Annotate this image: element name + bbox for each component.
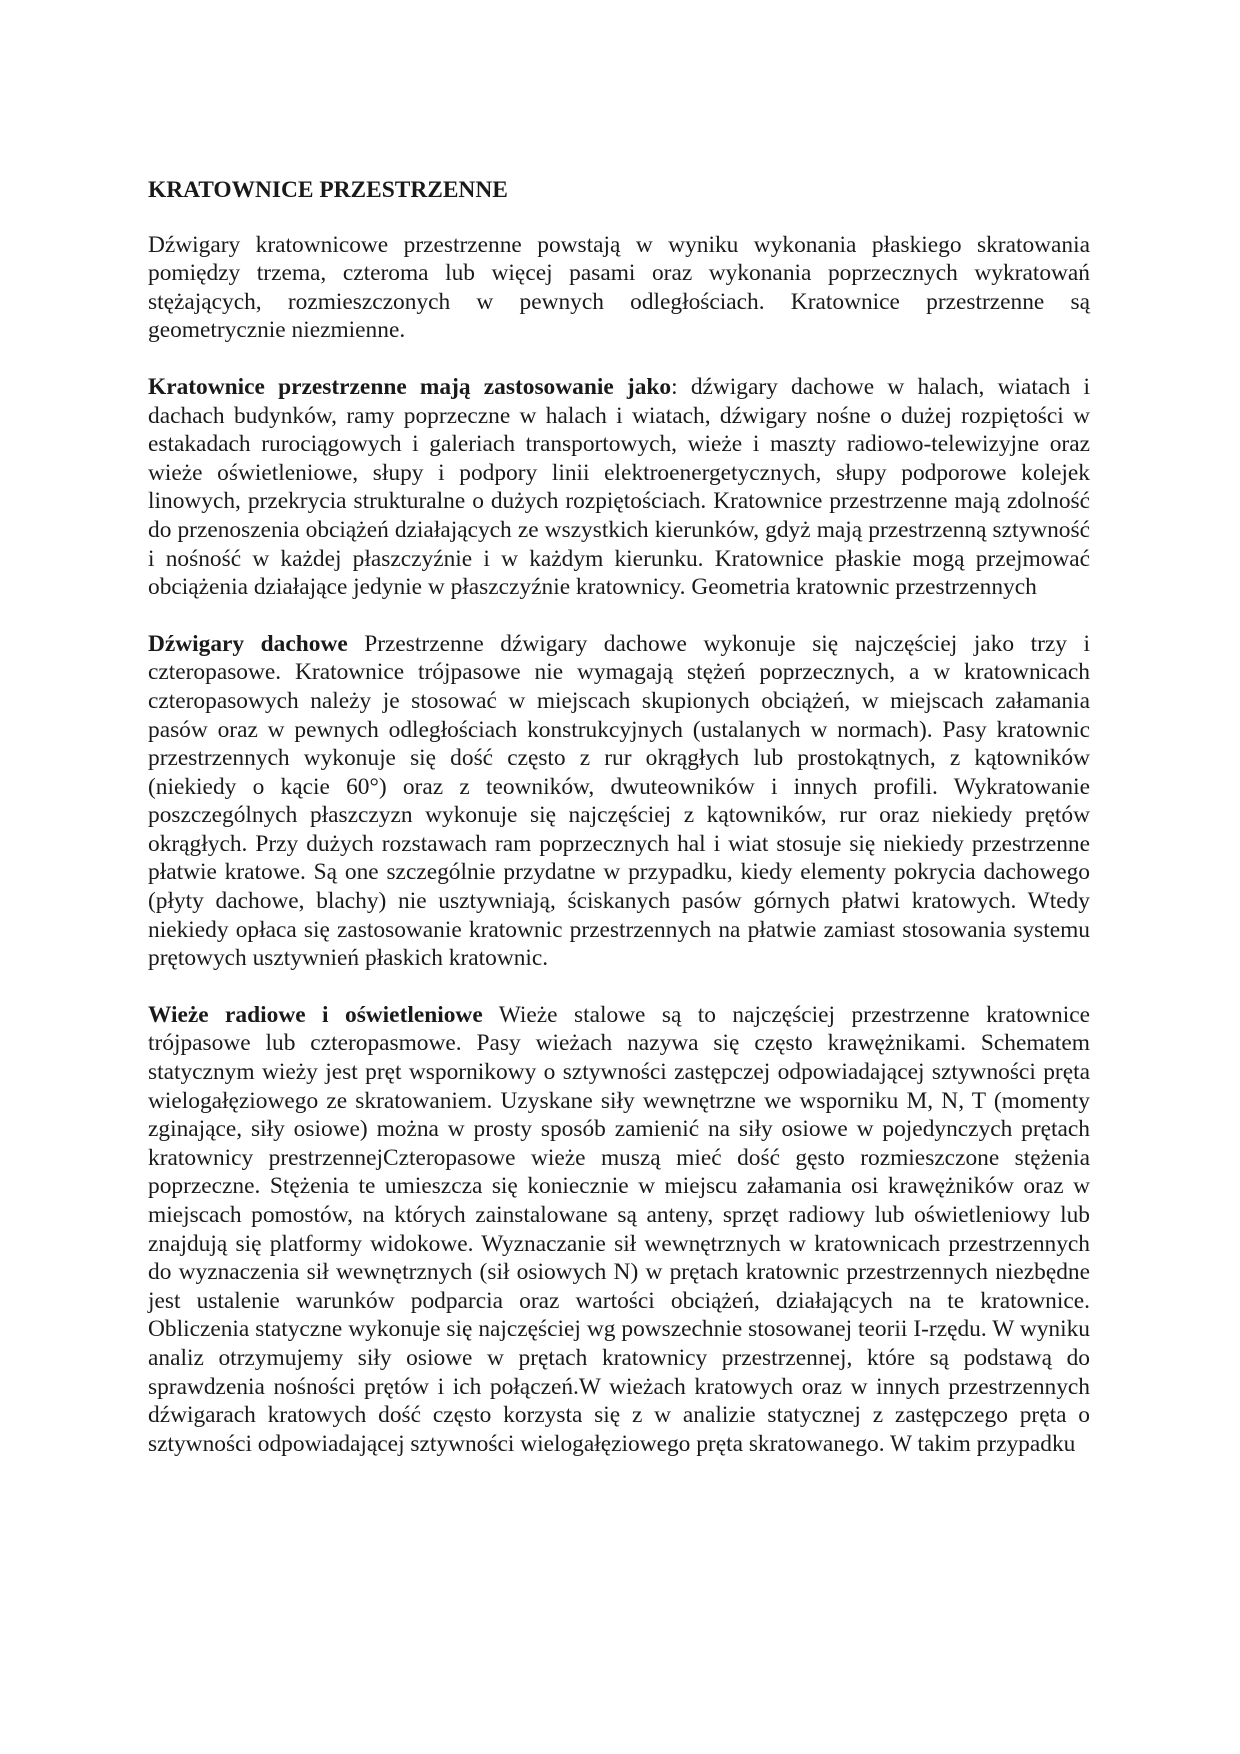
document-title: KRATOWNICE PRZESTRZENNE [148,177,508,203]
paragraph-towers [148,1001,1090,1459]
paragraph-lead: Dźwigary dachowe [148,630,348,657]
paragraph-text: Dźwigary kratownicowe przestrzenne powstają w wyniku wykonania płaskiego skratowania pomiędzy trzema, czteroma lub więcej pasami oraz wykonania poprzecznych wykratowań stężających, rozmieszczonych w pewnych odległościach. Kratownice przestrzenne są geometrycznie niezmienne. [148,231,1090,344]
paragraph-roof-girders [148,630,1090,973]
paragraph-intro [148,231,1090,345]
document-page [148,176,1090,1458]
paragraph-text: Wieże stalowe są to najczęściej przestrzenne kratownice trójpasowe lub czteropasmowe. Pasy wieżach nazywa się często krawężnikami. Schematem statycznym wieży jest pręt wspornikowy o sztywności zastępczej odpowiadającej sztywności pręta wielogałęziowego ze skratowaniem. Uzyskane siły wewnętrzne we wsporniku M, N, T (momenty zginające, siły osiowe) można w prosty sposób zamienić na siły osiowe w pojedynczych prętach kratownicy prestrzennejCzteropasowe wieże muszą mieć dość gęsto rozmieszczone stężenia poprzeczne. Stężenia te umieszcza się koniecznie w miejscu załamania osi krawężników oraz w miejscach pomostów, na których zainstalowane są anteny, sprzęt radiowy lub oświetleniowy lub znajdują się platformy widokowe. Wyznaczanie sił wewnętrznych w kratownicach przestrzennych do wyznaczenia sił wewnętrznych (sił osiowych N) w prętach kratownic przestrzennych niezbędne jest ustalenie warunków podparcia oraz wartości obciążeń, działających na te kratownice. Obliczenia statyczne wykonuje się najczęściej wg powszechnie stosowanej teorii I-rzędu. W wyniku analiz otrzymujemy siły osiowe w prętach kratownicy przestrzennej, które są podstawą do sprawdzenia nośności prętów i ich połączeń.W wieżach kratowych oraz w innych przestrzennych dźwigarach kratowych dość często korzysta się z w analizie statycznej z zastępczego pręta o sztywności odpowiadającej sztywności wielogałęziowego pręta skratowanego. W takim przypadku [148,1001,1090,1457]
paragraph-lead: Wieże radiowe i oświetleniowe [148,1001,483,1028]
paragraph-text: : dźwigary dachowe w halach, wiatach i dachach budynków, ramy poprzeczne w halach i wiatach, dźwigary nośne o dużej rozpiętości w estakadach rurociągowych i galeriach transportowych, wieże i maszty radiowo-telewizyjne oraz wieże oświetleniowe, słupy i podpory linii elektroenergetycznych, słupy podporowe kolejek linowych, przekrycia strukturalne o dużych rozpiętościach. Kratownice przestrzenne mają zdolność do przenoszenia obciążeń działających ze wszystkich kierunków, gdyż mają przestrzenną sztywność i nośność w każdej płaszczyźnie i w każdym kierunku. Kratownice płaskie mogą przejmować obciążenia działające jedynie w płaszczyźnie kratownicy. Geometria kratownic przestrzennych [148,373,1090,601]
paragraph-applications [148,373,1090,602]
paragraph-lead: Kratownice przestrzenne mają zastosowanie jako [148,373,672,400]
paragraph-text: Przestrzenne dźwigary dachowe wykonuje się najczęściej jako trzy i czteropasowe. Kratownice trójpasowe nie wymagają stężeń poprzecznych, a w kratownicach czteropasowych należy je stosować w miejscach skupionych obciążeń, w miejscach załamania pasów oraz w pewnych odległościach konstrukcyjnych (ustalanych w normach). Pasy kratownic przestrzennych wykonuje się dość często z rur okrągłych lub prostokątnych, z kątowników (niekiedy o kącie 60°) oraz z teowników, dwuteowników i innych profili. Wykratowanie poszczególnych płaszczyzn wykonuje się najczęściej z kątowników, rur oraz niekiedy prętów okrągłych. Przy dużych rozstawach ram poprzecznych hal i wiat stosuje się niekiedy przestrzenne płatwie kratowe. Są one szczególnie przydatne w przypadku, kiedy elementy pokrycia dachowego (płyty dachowe, blachy) nie usztywniają, ściskanych pasów górnych płatwi kratowych. Wtedy niekiedy opłaca się zastosowanie kratownic przestrzennych na płatwie zamiast stosowania systemu prętowych usztywnień płaskich kratownic. [148,630,1090,972]
